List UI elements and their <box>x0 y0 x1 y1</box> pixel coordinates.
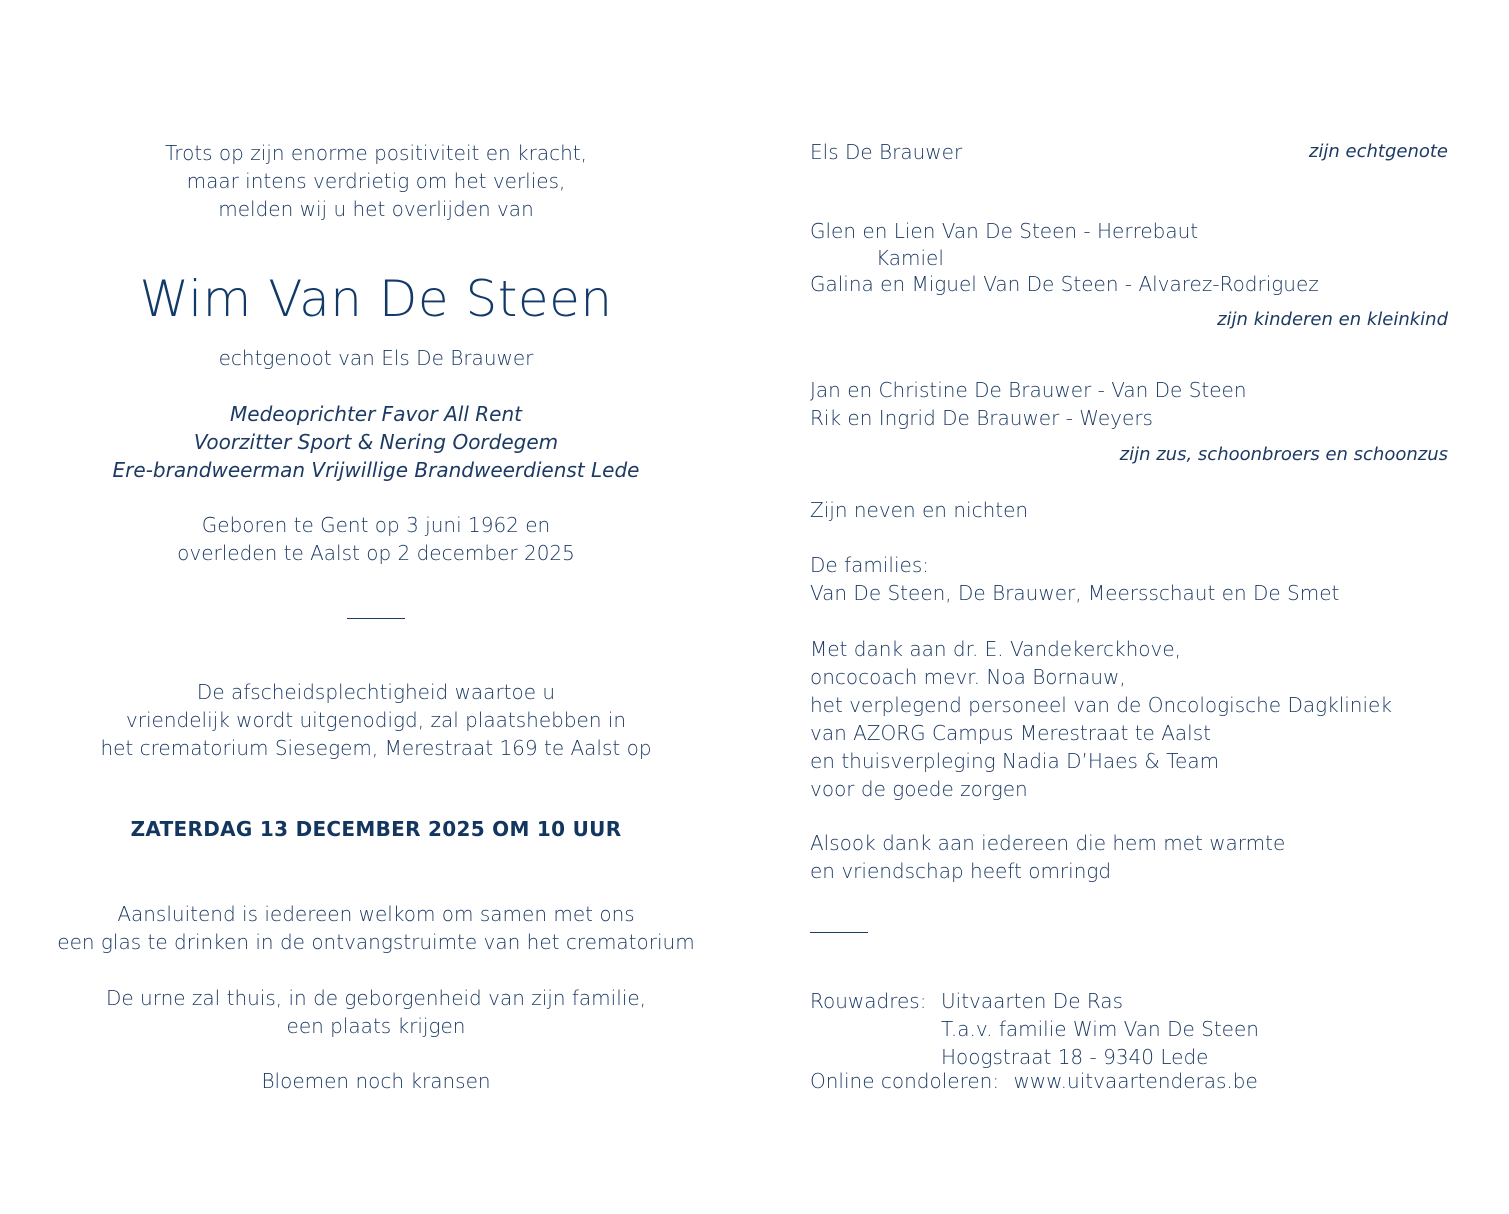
birth-death <box>30 511 722 567</box>
address-line: T.a.v. familie Wim Van De Steen <box>941 1017 1259 1041</box>
children-relation: zijn kinderen en kleinkind <box>1217 309 1448 330</box>
siblings <box>810 376 1247 432</box>
address-line: Uitvaarten De Ras <box>941 989 1123 1013</box>
birth-line: Geboren te Gent op 3 juni 1962 en <box>201 513 551 537</box>
title-line: Voorzitter Sport & Nering Oordegem <box>193 430 559 454</box>
ceremony-text <box>30 678 722 762</box>
thanks-also-text <box>810 829 1285 885</box>
thanks-line: van AZORG Campus Merestraat te Aalst <box>810 721 1211 745</box>
cousins-line: Zijn neven en nichten <box>810 498 1029 522</box>
families-list: Van De Steen, De Brauwer, Meersschaut en De Smet <box>810 581 1340 605</box>
thanks-line: Met dank aan dr. E. Vandekerckhove, <box>810 637 1182 661</box>
thanks-line: oncocoach mevr. Noa Bornauw, <box>810 665 1126 689</box>
ceremony-line: vriendelijk wordt uitgenodigd, zal plaatshebben in <box>125 708 627 732</box>
deceased-name: Wim Van De Steen <box>139 270 613 328</box>
families-label: De families: <box>810 553 929 577</box>
address-label: Rouwadres: <box>810 989 927 1013</box>
reception-line: een glas te drinken in de ontvangstruimte van het crematorium <box>57 930 695 954</box>
thanks-line: het verplegend personeel van de Oncologische Dagkliniek <box>810 693 1392 717</box>
ceremony-line: De afscheidsplechtigheid waartoe u <box>196 680 556 704</box>
families <box>810 551 1339 607</box>
siblings-relation: zijn zus, schoonbroers en schoonzus <box>1119 444 1448 465</box>
title-line: Medeoprichter Favor All Rent <box>230 402 522 426</box>
thanks-also-line: Alsook dank aan iedereen die hem met warmte <box>810 831 1286 855</box>
children-line: Glen en Lien Van De Steen - Herrebaut <box>810 219 1199 243</box>
intro-line: maar intens verdrietig om het verlies, <box>186 169 566 193</box>
urn-line: een plaats krijgen <box>286 1014 466 1038</box>
address-line: Hoogstraat 18 - 9340 Lede <box>941 1045 1209 1069</box>
online-condolence <box>810 1067 1258 1095</box>
children-line: Galina en Miguel Van De Steen - Alvarez-Rodriguez <box>810 272 1319 296</box>
spouse-relation: zijn echtgenote <box>1308 141 1448 162</box>
urn-text <box>30 984 722 1040</box>
spouse-name: Els De Brauwer <box>810 140 963 164</box>
spouse-line: echtgenoot van Els De Brauwer <box>218 346 534 370</box>
flowers-note: Bloemen noch kransen <box>261 1069 491 1093</box>
title-line: Ere-brandweerman Vrijwillige Brandweerdienst Lede <box>112 458 640 482</box>
death-line: overleden te Aalst op 2 december 2025 <box>177 541 575 565</box>
sibling-line: Rik en Ingrid De Brauwer - Weyers <box>810 406 1153 430</box>
urn-line: De urne zal thuis, in de geborgenheid van zijn familie, <box>105 986 646 1010</box>
intro-line: melden wij u het overlijden van <box>218 197 534 221</box>
ceremony-date: ZATERDAG 13 DECEMBER 2025 OM 10 UUR <box>130 817 622 841</box>
reception-text <box>30 900 722 956</box>
thanks-also-line: en vriendschap heeft omringd <box>810 859 1112 883</box>
intro-text <box>30 139 722 223</box>
intro-line: Trots op zijn enorme positiviteit en kracht, <box>165 141 587 165</box>
thanks-line: en thuisverpleging Nadia D’Haes & Team <box>810 749 1220 773</box>
reception-line: Aansluitend is iedereen welkom om samen met ons <box>117 902 635 926</box>
titles <box>30 400 722 484</box>
online-label: Online condoleren: <box>810 1069 1000 1093</box>
grandchild-line: Kamiel <box>876 246 944 270</box>
thanks-line: voor de goede zorgen <box>810 777 1028 801</box>
ceremony-line: het crematorium Siesegem, Merestraat 169 te Aalst op <box>100 736 652 760</box>
online-link[interactable]: www.uitvaartenderas.be <box>1013 1069 1258 1093</box>
sibling-line: Jan en Christine De Brauwer - Van De Steen <box>810 378 1247 402</box>
thanks-text <box>810 635 1392 803</box>
address-block <box>941 987 1259 1071</box>
divider-left <box>347 618 405 619</box>
divider-right <box>810 932 868 933</box>
